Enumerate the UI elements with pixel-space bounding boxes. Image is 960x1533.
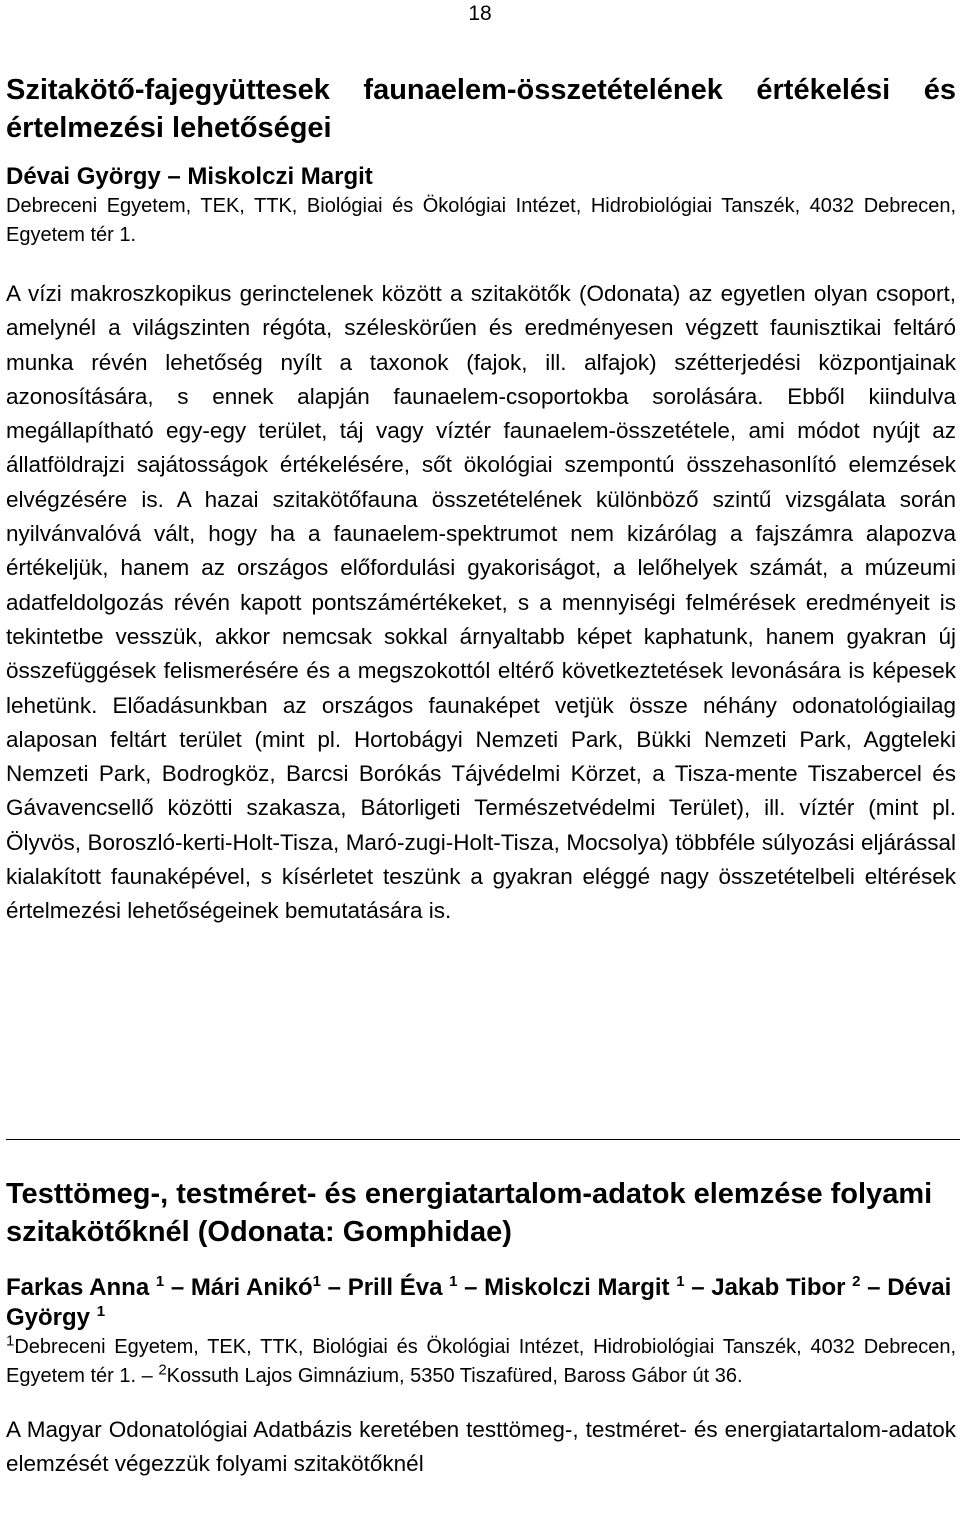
- section-divider: [6, 1139, 960, 1140]
- article-2-authors: Farkas Anna $^1$ – Mári Anikó$^1$ – Prill Éva $^1$ – Miskolczi Margit $^1$ – Jakab Tibor $^2$ – Dévai György $^1$: [6, 1273, 952, 1331]
- author-name: Prill Éva: [347, 1274, 443, 1301]
- article-1-title: Szitakötő-fajegyüttesek faunaelem-összetételének értékelési és értelmezési lehetőségei: [6, 74, 956, 144]
- author-sup: 1: [96, 1303, 106, 1320]
- author-name: Farkas Anna: [6, 1274, 150, 1301]
- author-sup: 2: [852, 1273, 861, 1290]
- article-2-title: Testtömeg-, testméret- és energiatartalom-adatok elemzése folyami szitakötőknél (Odonata: Gomphidae): [6, 1178, 933, 1248]
- article-2-abstract: A Magyar Odonatológiai Adatbázis keretében testtömeg-, testméret- és energiatartalom-adatok elemzését végezzük folyami szitakötőknél: [6, 1417, 956, 1477]
- article-2: [6, 1175, 956, 1482]
- article-1-authors: Dévai György – Miskolczi Margit: [6, 163, 373, 190]
- author-name: Miskolczi Margit: [484, 1274, 670, 1301]
- author-sup: 1: [676, 1273, 685, 1290]
- affil-marker: 2: [158, 1361, 167, 1379]
- author-sup: 1: [155, 1273, 165, 1290]
- article-1-affiliation: Debreceni Egyetem, TEK, TTK, Biológiai és Ökológiai Intézet, Hidrobiológiai Tanszék, 4032 Debrecen, Egyetem tér 1.: [6, 195, 956, 246]
- author-name: Dévai György: [6, 1274, 952, 1331]
- author-name: Mári Anikó: [190, 1274, 313, 1301]
- article-1-abstract: A vízi makroszkopikus gerinctelenek között a szitakötők (Odonata) az egyetlen olyan csoport, amelynél a világszinten régóta, széleskörűen és eredményesen végzett faunisztikai feltáró munka révén lehetőség nyílt a taxonok (fajok, ill. alfajok) szétterjedési központjainak azonosítására, s ennek alapján faunaelem-csoportokba sorolására. Ebből kiindulva megállapítható egy-egy terület, táj vagy víztér faunaelem-összetétele, ami módot nyújt az állatföldrajzi sajátosságok értékelésére, sőt ökológiai szempontú összehasonlító elemzések elvégzésére is. A hazai szitakötőfauna összetételének különböző szintű vizsgálata során nyilvánvalóvá vált, hogy ha a faunaelem-spektrumot nem kizárólag a fajszámra alapozva értékeljük, hanem az országos előfordulási gyakoriságot, a lelőhelyek számát, a múzeumi adatfeldolgozás révén kapott pontszámértékeket, s a mennyiségi felmérések eredményeit is tekintetbe vesszük, akkor nemcsak sokkal árnyaltabb képet kaphatunk, hanem gyakran új összefüggések felismerésére és a megszokottól eltérő következtetések levonására is képesek lehetünk. Előadásunkban az országos faunaképet vetjük össze néhány odonatológiailag alaposan feltárt terület (mint pl. Hortobágyi Nemzeti Park, Bükki Nemzeti Park, Aggteleki Nemzeti Park, Bodrogköz, Barcsi Borókás Tájvédelmi Körzet, a Tisza-mente Tiszabercel és Gávavencsellő közötti szakasza, Bátorligeti Természetvédelmi Terület), ill. víztér (mint pl. Ölyvös, Boroszló-kerti-Holt-Tisza, Maró-zugi-Holt-Tisza, Mocsolya) többféle súlyozási eljárással kialakított faunaképével, s kísérletet teszünk a gyakran eléggé nagy összetételbeli eltérések értelmezési lehetőségeinek bemutatására is.: [6, 281, 956, 924]
- article-2-affiliation: $^1$Debreceni Egyetem, TEK, TTK, Biológiai és Ökológiai Intézet, Hidrobiológiai Tanszék, 4032 Debrecen, Egyetem tér 1. – $^2$Kossuth Lajos Gimnázium, 5350 Tiszafüred, Baross Gábor út 36.: [6, 1332, 956, 1387]
- affil-marker: 1: [6, 1332, 15, 1350]
- author-sup: 1: [312, 1273, 322, 1290]
- author-name: Jakab Tibor: [711, 1274, 846, 1301]
- page-number: 18: [468, 2, 492, 25]
- author-sup: 1: [449, 1273, 458, 1290]
- article-1: [6, 71, 956, 929]
